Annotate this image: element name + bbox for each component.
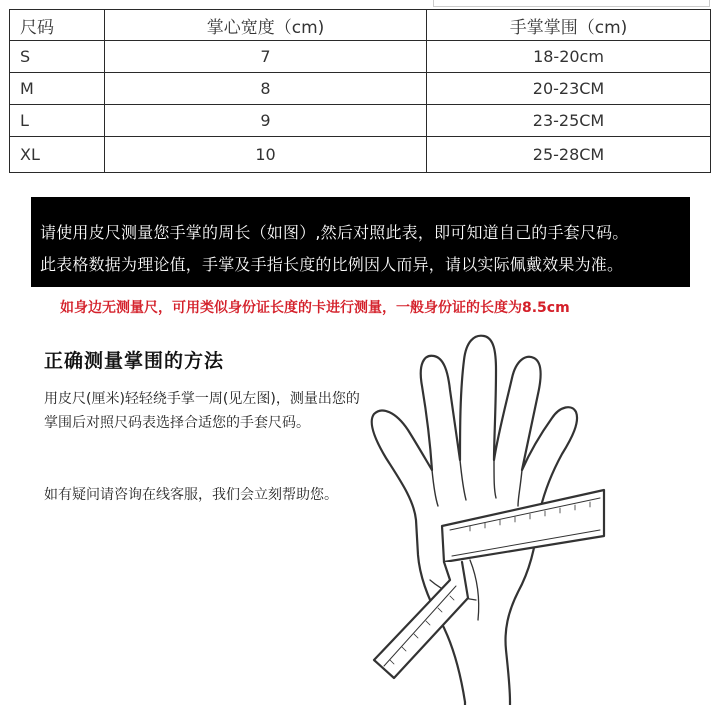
- table-row: [10, 137, 711, 173]
- cell-size: M: [10, 73, 105, 105]
- hand-measuring-tape-icon: [360, 330, 690, 705]
- banner-line-1: 请使用皮尺测量您手掌的周长（如图）,然后对照此表，即可知道自己的手套尺码。: [40, 223, 629, 242]
- cell-girth: 25-28CM: [427, 137, 711, 173]
- howto-line-1: 用皮尺(厘米)轻轻绕手掌一周(见左图)，测量出您的: [44, 391, 360, 407]
- cell-size: S: [10, 41, 105, 73]
- cell-size: XL: [10, 137, 105, 173]
- measurement-note: 如身边无测量尺，可用类似身份证长度的卡进行测量，一般身份证的长度为8.5cm: [60, 300, 570, 316]
- howto-line-3: 如有疑问请咨询在线客服，我们会立刻帮助您。: [44, 487, 338, 503]
- howto-title: 正确测量掌围的方法: [44, 350, 225, 372]
- top-right-frame: [433, 0, 710, 7]
- cell-size: L: [10, 105, 105, 137]
- header-size: 尺码: [10, 10, 105, 41]
- cell-width: 9: [105, 105, 427, 137]
- table-row: [10, 105, 711, 137]
- table-row: [10, 41, 711, 73]
- cell-width: 7: [105, 41, 427, 73]
- cell-width: 10: [105, 137, 427, 173]
- size-table: [9, 9, 711, 173]
- banner-line-2: 此表格数据为理论值，手掌及手指长度的比例因人而异，请以实际佩戴效果为准。: [40, 255, 624, 274]
- table-header-row: [10, 10, 711, 41]
- header-palm-girth: 手掌掌围（cm): [427, 10, 711, 41]
- cell-girth: 20-23CM: [427, 73, 711, 105]
- instruction-banner: [31, 197, 690, 287]
- cell-girth: 23-25CM: [427, 105, 711, 137]
- cell-girth: 18-20cm: [427, 41, 711, 73]
- cell-width: 8: [105, 73, 427, 105]
- howto-line-2: 掌围后对照尺码表选择合适您的手套尺码。: [44, 415, 310, 431]
- table-row: [10, 73, 711, 105]
- header-palm-width: 掌心宽度（cm): [105, 10, 427, 41]
